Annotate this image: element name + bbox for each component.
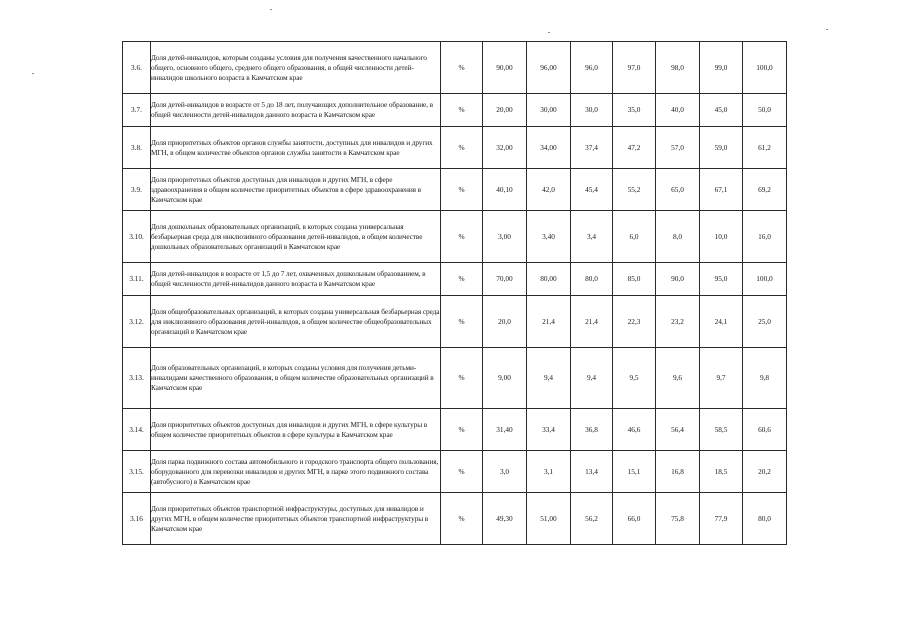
value-cell: 56,4 (656, 409, 700, 451)
value-cell: 13,4 (571, 451, 613, 493)
row-number: 3.16 (123, 493, 151, 545)
indicator-description: Доля детей-инвалидов, которым созданы условия для получения качественного начального общего, основного общего, среднего общего образования, в общей численности детей-инвалидов школьного возраста в Камчатском крае (151, 42, 441, 94)
value-cell: 35,0 (613, 94, 656, 127)
value-cell: 16,0 (743, 211, 787, 263)
table-row (123, 169, 787, 211)
table-row (123, 296, 787, 348)
unit-cell: % (441, 42, 483, 94)
row-number: 3.14. (123, 409, 151, 451)
indicator-description: Доля дошкольных образовательных организаций, в которых создана универсальная безбарьерная среда для инклюзивного образования детей-инвалидов, в общем количестве дошкольных образовательных организаций в Камчатском крае (151, 211, 441, 263)
value-cell: 56,2 (571, 493, 613, 545)
value-cell: 21,4 (571, 296, 613, 348)
value-cell: 23,2 (656, 296, 700, 348)
value-cell: 3,4 (571, 211, 613, 263)
table-row (123, 127, 787, 169)
indicator-description: Доля приоритетных объектов органов службы занятости, доступных для инвалидов и других МГН, в общем количестве объектов органов службы занятости в Камчатском крае (151, 127, 441, 169)
unit-cell: % (441, 451, 483, 493)
indicator-description: Доля приоритетных объектов транспортной инфраструктуры, доступных для инвалидов и других МГН, в общем количестве приоритетных объектов транспортной инфраструктуры в Камчатском крае (151, 493, 441, 545)
value-cell: 33,4 (527, 409, 571, 451)
table-row (123, 348, 787, 409)
value-cell: 49,30 (483, 493, 527, 545)
value-cell: 98,0 (656, 42, 700, 94)
value-cell: 3,0 (483, 451, 527, 493)
value-cell: 80,0 (743, 493, 787, 545)
unit-cell: % (441, 493, 483, 545)
value-cell: 90,0 (656, 263, 700, 296)
value-cell: 80,00 (527, 263, 571, 296)
value-cell: 100,0 (743, 263, 787, 296)
indicator-description: Доля детей-инвалидов в возрасте от 1,5 до 7 лет, охваченных дошкольным образованием, в общей численности детей-инвалидов данного возраста в Камчатском крае (151, 263, 441, 296)
value-cell: 9,4 (527, 348, 571, 409)
value-cell: 45,4 (571, 169, 613, 211)
value-cell: 30,0 (571, 94, 613, 127)
table-row (123, 94, 787, 127)
unit-cell: % (441, 169, 483, 211)
indicator-description: Доля детей-инвалидов в возрасте от 5 до 18 лет, получающих дополнительное образование, в общей численности детей-инвалидов данного возраста в Камчатском крае (151, 94, 441, 127)
value-cell: 16,8 (656, 451, 700, 493)
value-cell: 97,0 (613, 42, 656, 94)
value-cell: 90,00 (483, 42, 527, 94)
value-cell: 8,0 (656, 211, 700, 263)
unit-cell: % (441, 348, 483, 409)
value-cell: 99,0 (700, 42, 743, 94)
row-number: 3.7. (123, 94, 151, 127)
value-cell: 80,0 (571, 263, 613, 296)
value-cell: 22,3 (613, 296, 656, 348)
unit-cell: % (441, 127, 483, 169)
row-number: 3.6. (123, 42, 151, 94)
row-number: 3.8. (123, 127, 151, 169)
unit-cell: % (441, 211, 483, 263)
row-number: 3.11. (123, 263, 151, 296)
value-cell: 45,0 (700, 94, 743, 127)
value-cell: 96,0 (571, 42, 613, 94)
value-cell: 46,6 (613, 409, 656, 451)
table-row (123, 263, 787, 296)
value-cell: 3,1 (527, 451, 571, 493)
value-cell: 69,2 (743, 169, 787, 211)
value-cell: 18,5 (700, 451, 743, 493)
row-number: 3.13. (123, 348, 151, 409)
value-cell: 50,0 (743, 94, 787, 127)
unit-cell: % (441, 263, 483, 296)
indicators-table (122, 41, 787, 545)
value-cell: 24,1 (700, 296, 743, 348)
indicator-description: Доля приоритетных объектов доступных для инвалидов и других МГН, в сфере культуры в общем количестве приоритетных объектов в сфере культуры в Камчатском крае (151, 409, 441, 451)
value-cell: 51,00 (527, 493, 571, 545)
value-cell: 9,7 (700, 348, 743, 409)
value-cell: 65,0 (656, 169, 700, 211)
value-cell: 85,0 (613, 263, 656, 296)
value-cell: 61,2 (743, 127, 787, 169)
value-cell: 95,0 (700, 263, 743, 296)
indicator-description: Доля парка подвижного состава автомобильного и городского транспорта общего пользования, оборудованного для перевозки инвалидов и других МГН, в парке этого подвижного состава (автобусного) в Камчатском крае (151, 451, 441, 493)
value-cell: 20,00 (483, 94, 527, 127)
value-cell: 10,0 (700, 211, 743, 263)
unit-cell: % (441, 409, 483, 451)
row-number: 3.15. (123, 451, 151, 493)
value-cell: 37,4 (571, 127, 613, 169)
value-cell: 58,5 (700, 409, 743, 451)
value-cell: 34,00 (527, 127, 571, 169)
value-cell: 9,8 (743, 348, 787, 409)
value-cell: 40,10 (483, 169, 527, 211)
table-row (123, 409, 787, 451)
value-cell: 30,00 (527, 94, 571, 127)
value-cell: 59,0 (700, 127, 743, 169)
value-cell: 60,6 (743, 409, 787, 451)
value-cell: 96,00 (527, 42, 571, 94)
indicator-description: Доля приоритетных объектов доступных для инвалидов и других МГН, в сфере здравоохранения в общем количестве приоритетных объектов в сфере здравоохранения в Камчатском крае (151, 169, 441, 211)
value-cell: 3,40 (527, 211, 571, 263)
value-cell: 57,0 (656, 127, 700, 169)
value-cell: 15,1 (613, 451, 656, 493)
value-cell: 77,9 (700, 493, 743, 545)
value-cell: 25,0 (743, 296, 787, 348)
table-row (123, 42, 787, 94)
table-row (123, 493, 787, 545)
value-cell: 67,1 (700, 169, 743, 211)
scan-speck (32, 73, 34, 74)
value-cell: 42,0 (527, 169, 571, 211)
scan-speck (270, 9, 272, 10)
unit-cell: % (441, 296, 483, 348)
value-cell: 100,0 (743, 42, 787, 94)
value-cell: 70,00 (483, 263, 527, 296)
value-cell: 32,00 (483, 127, 527, 169)
unit-cell: % (441, 94, 483, 127)
value-cell: 9,00 (483, 348, 527, 409)
scan-speck (548, 32, 550, 33)
value-cell: 9,5 (613, 348, 656, 409)
value-cell: 9,6 (656, 348, 700, 409)
value-cell: 55,2 (613, 169, 656, 211)
value-cell: 20,0 (483, 296, 527, 348)
value-cell: 36,8 (571, 409, 613, 451)
value-cell: 9,4 (571, 348, 613, 409)
table-row (123, 451, 787, 493)
value-cell: 31,40 (483, 409, 527, 451)
indicator-description: Доля общеобразовательных организаций, в которых создана универсальная безбарьерная среда для инклюзивного образования детей-инвалидов, в общем количестве общеобразовательных организаций в Камчатском крае (151, 296, 441, 348)
row-number: 3.10. (123, 211, 151, 263)
value-cell: 3,00 (483, 211, 527, 263)
value-cell: 40,0 (656, 94, 700, 127)
value-cell: 6,0 (613, 211, 656, 263)
row-number: 3.9. (123, 169, 151, 211)
value-cell: 75,8 (656, 493, 700, 545)
row-number: 3.12. (123, 296, 151, 348)
table-row (123, 211, 787, 263)
value-cell: 20,2 (743, 451, 787, 493)
value-cell: 47,2 (613, 127, 656, 169)
scan-speck (826, 29, 828, 30)
value-cell: 66,0 (613, 493, 656, 545)
indicator-description: Доля образовательных организаций, в которых созданы условия для получения детьми-инвалидами качественного образования, в общем количестве образовательных организаций в Камчатском крае (151, 348, 441, 409)
value-cell: 21,4 (527, 296, 571, 348)
